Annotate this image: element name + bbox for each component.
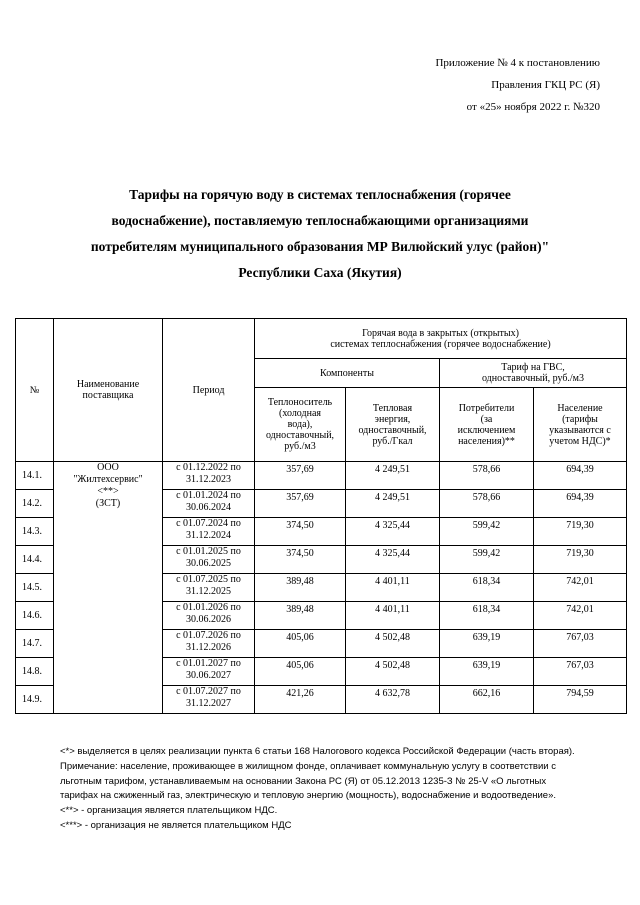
consumers-header-line-3: исключением [457,424,516,436]
footnote-non-vat-payer: <***> - организация не является плательщиком НДС [60,819,292,831]
col-header-group [255,319,627,359]
appendix-line-1: Приложение № 4 к постановлению [435,57,600,69]
heat-header-line-1: Тепловая [372,402,413,414]
period-end: 31.12.2023 [186,473,231,485]
row-period [163,630,255,658]
period-end: 31.12.2024 [186,529,231,541]
row-carrier: 405,06 [255,630,346,658]
row-carrier: 389,48 [255,574,346,602]
row-period [163,658,255,686]
period-end: 30.06.2027 [186,669,231,681]
row-population: 719,30 [534,518,627,546]
row-heat: 4 325,44 [346,546,440,574]
row-no: 14.5. [16,574,54,602]
period-start: с 01.07.2026 по [176,630,241,641]
row-population: 742,01 [534,574,627,602]
heat-header-line-2: энергия, [374,413,411,425]
row-no: 14.2. [16,490,54,518]
row-carrier: 389,48 [255,602,346,630]
row-heat: 4 632,78 [346,686,440,714]
carrier-header-line-2: (холодная [279,408,321,419]
row-consumers: 618,34 [440,574,534,602]
col-header-tariff-gvs [440,359,627,388]
appendix-line-2: Правления ГКЦ РС (Я) [491,79,600,91]
carrier-header-line-3: вода), [287,419,313,430]
supplier-cell [54,462,163,714]
population-header-line-3: указываются с [549,424,611,436]
footnote-vat: <*> выделяется в целях реализации пункта 6 статьи 168 Налогового кодекса Российской Федерации (часть вторая). [60,746,575,757]
period-start: с 01.12.2022 по [176,462,241,473]
supplier-line-1: ООО [97,462,119,473]
row-carrier: 374,50 [255,518,346,546]
col-header-carrier [255,388,346,462]
col-header-components: Компоненты [255,359,440,388]
row-period [163,518,255,546]
row-heat: 4 401,11 [346,602,440,630]
row-population: 742,01 [534,602,627,630]
period-start: с 01.01.2024 по [176,490,241,501]
supplier-line-2: "Жилтехсервис" [73,474,143,485]
row-consumers: 599,42 [440,518,534,546]
population-header-line-4: учетом НДС)* [549,435,611,447]
carrier-header-line-4: одноставочный, [265,430,335,441]
consumers-header-line-4: населения)** [458,435,515,447]
population-header-line-2: (тарифы [562,413,598,425]
footnotes [60,745,620,834]
carrier-header-line-1: Теплоноситель [267,397,333,408]
heat-header-line-4: руб./Гкал [372,435,413,447]
period-end: 31.12.2027 [186,697,231,709]
period-end: 31.12.2026 [186,641,231,653]
row-no: 14.9. [16,686,54,714]
title-line-4: Республики Саха (Якутия) [238,265,402,280]
row-period [163,462,255,490]
period-start: с 01.07.2025 по [176,574,241,585]
consumers-header-line-2: (за [480,413,493,425]
period-end: 30.06.2025 [186,557,231,569]
row-no: 14.6. [16,602,54,630]
supplier-line-4: (ЗСТ) [95,498,121,509]
period-start: с 01.01.2025 по [176,546,241,557]
row-population: 694,39 [534,490,627,518]
appendix-line-3: от «25» ноября 2022 г. №320 [466,101,600,113]
period-start: с 01.01.2027 по [176,658,241,669]
title-line-2: водоснабжение), поставляемую теплоснабжающими организациями [111,213,529,228]
col-header-supplier: Наименование поставщика [54,319,163,462]
row-no: 14.4. [16,546,54,574]
row-consumers: 639,19 [440,658,534,686]
row-carrier: 421,26 [255,686,346,714]
period-start: с 01.07.2024 по [176,518,241,529]
row-carrier: 374,50 [255,546,346,574]
row-consumers: 578,66 [440,490,534,518]
row-period [163,686,255,714]
period-end: 30.06.2026 [186,613,231,625]
tariffs-table [15,318,627,714]
group-header-line-1: Горячая вода в закрытых (открытых) [362,327,519,339]
footnote-remark-3: тарифах на сжиженный газ, электрическую и тепловую энергию (мощность), водоснабжение и водоотведение». [60,790,556,802]
period-end: 31.12.2025 [186,585,231,597]
row-population: 794,59 [534,686,627,714]
row-population: 767,03 [534,658,627,686]
row-consumers: 639,19 [440,630,534,658]
col-header-period: Период [163,319,255,462]
row-carrier: 357,69 [255,490,346,518]
row-heat: 4 502,48 [346,630,440,658]
row-period [163,490,255,518]
tariff-gvs-line-2: одноставочный, руб./м3 [481,373,585,384]
row-heat: 4 401,11 [346,574,440,602]
footnote-remark-2: льготным тарифом, устанавливаемым на основании Закона РС (Я) от 05.12.2013 1235-З № 25-V «О льготных [60,775,547,787]
title-line-3: потребителям муниципального образования МР Вилюйский улус (район)" [90,239,550,254]
row-period [163,574,255,602]
supplier-line-3: <**> [97,486,119,497]
row-carrier: 405,06 [255,658,346,686]
period-end: 30.06.2024 [186,501,231,513]
carrier-header-line-5: руб./м3 [284,441,316,452]
row-heat: 4 249,51 [346,490,440,518]
row-period [163,546,255,574]
footnote-vat-payer: <**> - организация является плательщиком НДС. [60,805,278,817]
title-line-1: Тарифы на горячую воду в системах теплоснабжения (горячее [129,187,511,202]
footnote-remark-1: Примечание: население, проживающее в жилищном фонде, оплачивает коммунальную услугу в соответствии с [60,760,556,772]
tariff-gvs-line-1: Тариф на ГВС, [501,362,565,373]
row-period [163,602,255,630]
row-no: 14.3. [16,518,54,546]
row-consumers: 618,34 [440,602,534,630]
row-no: 14.8. [16,658,54,686]
col-header-heat [346,388,440,462]
period-start: с 01.01.2026 по [176,602,241,613]
row-consumers: 578,66 [440,462,534,490]
period-start: с 01.07.2027 по [176,686,241,697]
appendix-header [240,0,600,118]
row-no: 14.1. [16,462,54,490]
table-row [16,462,627,490]
population-header-line-1: Население [557,402,603,414]
row-population: 767,03 [534,630,627,658]
col-header-consumers [440,388,534,462]
heat-header-line-3: одноставочный, [358,424,427,436]
row-population: 694,39 [534,462,627,490]
consumers-header-line-1: Потребители [458,402,515,414]
row-population: 719,30 [534,546,627,574]
row-heat: 4 249,51 [346,462,440,490]
col-header-no: № [16,319,54,462]
group-header-line-2: системах теплоснабжения (горячее водоснабжение) [330,338,551,350]
col-header-population [534,388,627,462]
row-consumers: 599,42 [440,546,534,574]
row-heat: 4 502,48 [346,658,440,686]
row-consumers: 662,16 [440,686,534,714]
row-no: 14.7. [16,630,54,658]
document-title [30,182,610,286]
row-carrier: 357,69 [255,462,346,490]
row-heat: 4 325,44 [346,518,440,546]
